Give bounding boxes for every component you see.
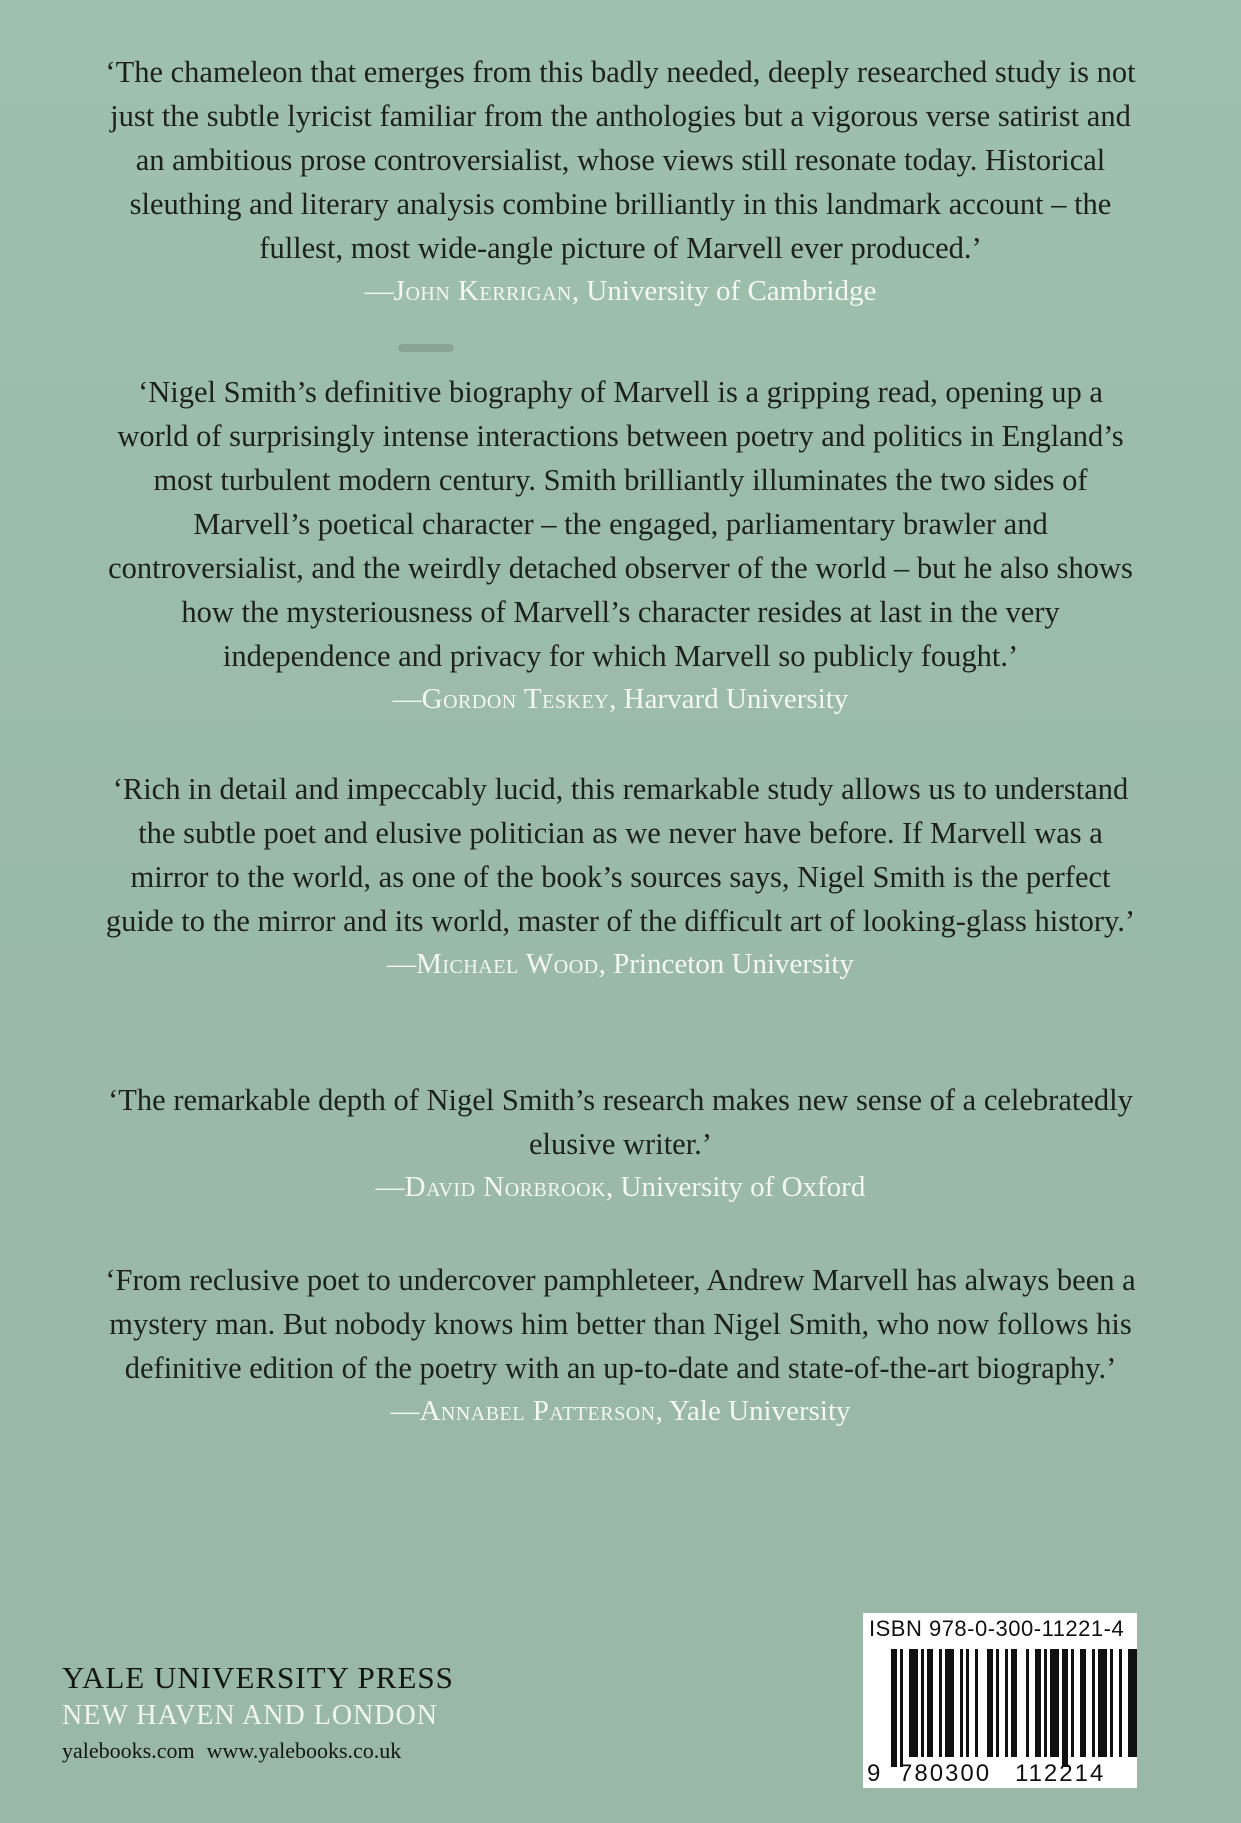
publisher-name: YALE UNIVERSITY PRESS (62, 1660, 454, 1695)
barcode-bar (1092, 1649, 1095, 1757)
barcode-bar (966, 1649, 969, 1757)
barcode-bar (1080, 1649, 1086, 1757)
attribution-dash: — (392, 683, 422, 715)
barcode-bar (1035, 1649, 1041, 1757)
barcode-digits-left: 780300 (899, 1760, 992, 1787)
barcode-bar (996, 1649, 999, 1757)
blurb-attribution (100, 943, 1141, 985)
blurb-quote: ‘From reclusive poet to undercover pamphleteer, Andrew Marvell has always been a mystery man. But nobody knows him better than Nigel Smith, who now follows his definitive edition of the poetry with an up-to-date and state-of-the-art biography.’ (105, 1263, 1136, 1385)
isbn-label: ISBN 978-0-300-11221-4 (869, 1616, 1125, 1641)
reviewer-affiliation: , Yale University (655, 1395, 851, 1427)
reviewer-name: David Norbrook (404, 1171, 606, 1203)
reviewer-name: Annabel Patterson (419, 1395, 656, 1427)
isbn-barcode (863, 1613, 1137, 1788)
barcode-bar (945, 1649, 954, 1757)
blurb-quote: ‘The chameleon that emerges from this badly needed, deeply researched study is not just the subtle lyricist familiar from the anthologies but a vigorous verse satirist and an ambitious prose controversialist, whose views still resonate today. Historical sleuthing and literary analysis combine brilliantly in this landmark account – the fullest, most wide-angle picture of Marvell ever produced.’ (105, 55, 1136, 265)
website-us-link[interactable]: yalebooks.com (62, 1738, 195, 1763)
barcode-bar (1128, 1649, 1137, 1757)
barcode-bar (1026, 1649, 1029, 1757)
barcode-bar (975, 1649, 978, 1757)
barcode-bar (1044, 1649, 1047, 1757)
barcode-bar (1071, 1649, 1074, 1757)
blurb-patterson (100, 1258, 1141, 1432)
barcode-bar (1005, 1649, 1008, 1757)
barcode-bar (927, 1649, 933, 1757)
website-uk-link[interactable]: www.yalebooks.co.uk (206, 1738, 402, 1763)
barcode-digit-first: 9 (867, 1760, 881, 1787)
barcode-bar (1050, 1649, 1059, 1757)
barcode-bar (1119, 1649, 1122, 1757)
barcode-bar (909, 1649, 918, 1757)
barcode-bar (900, 1649, 903, 1767)
reviewer-affiliation: , University of Oxford (606, 1171, 866, 1203)
blurb-norbrook (100, 1078, 1141, 1208)
blurb-attribution (100, 678, 1141, 720)
reviewer-name: John Kerrigan (393, 275, 572, 307)
print-smudge (398, 344, 454, 352)
barcode-bar (1011, 1649, 1017, 1757)
attribution-dash: — (364, 275, 394, 307)
blurb-attribution (100, 270, 1141, 312)
reviewer-affiliation: , Harvard University (609, 683, 849, 715)
attribution-dash: — (390, 1395, 420, 1427)
barcode-bar (1062, 1649, 1068, 1767)
reviewer-affiliation: , University of Cambridge (571, 275, 877, 307)
blurb-teskey (100, 370, 1141, 720)
barcode-digits-right: 112214 (1015, 1760, 1106, 1787)
reviewer-name: Michael Wood (416, 948, 599, 980)
barcode-bar (921, 1649, 924, 1757)
publisher-block (62, 1658, 482, 1768)
blurb-quote: ‘Nigel Smith’s definitive biography of Marvell is a gripping read, opening up a world of surprisingly intense interactions between poetry and politics in England’s most turbulent modern century. Smith brilliantly illuminates the two sides of Marvell’s poetical character – the engaged, parliamentary brawler and controversialist, and the weirdly detached observer of the world – but he also shows how the mysteriousness of Marvell’s character resides at last in the very independence and privacy for which Marvell so publicly fought.’ (108, 375, 1133, 673)
publisher-cities: NEW HAVEN AND LONDON (62, 1700, 438, 1731)
blurb-quote: ‘Rich in detail and impeccably lucid, this remarkable study allows us to understand the subtle poet and elusive politician as we never have before. If Marvell was a mirror to the world, as one of the book’s sources says, Nigel Smith is the perfect guide to the mirror and its world, master of the difficult art of looking-glass history.’ (105, 772, 1136, 938)
blurb-wood (100, 767, 1141, 985)
blurb-attribution (100, 1390, 1141, 1432)
reviewer-affiliation: , Princeton University (598, 948, 854, 980)
blurb-attribution (100, 1166, 1141, 1208)
reviewer-name: Gordon Teskey (421, 683, 610, 715)
publisher-websites (62, 1734, 482, 1768)
barcode-bar (1110, 1649, 1113, 1757)
barcode-bar (960, 1649, 963, 1757)
attribution-dash: — (375, 1171, 405, 1203)
barcode-bar (987, 1649, 993, 1757)
barcode-bar (1098, 1649, 1107, 1757)
blurb-quote: ‘The remarkable depth of Nigel Smith’s research makes new sense of a celebratedly elusive writer.’ (108, 1083, 1133, 1161)
barcode-bar (939, 1649, 942, 1757)
barcode-bar (891, 1649, 897, 1767)
attribution-dash: — (387, 948, 417, 980)
blurb-kerrigan (100, 50, 1141, 312)
